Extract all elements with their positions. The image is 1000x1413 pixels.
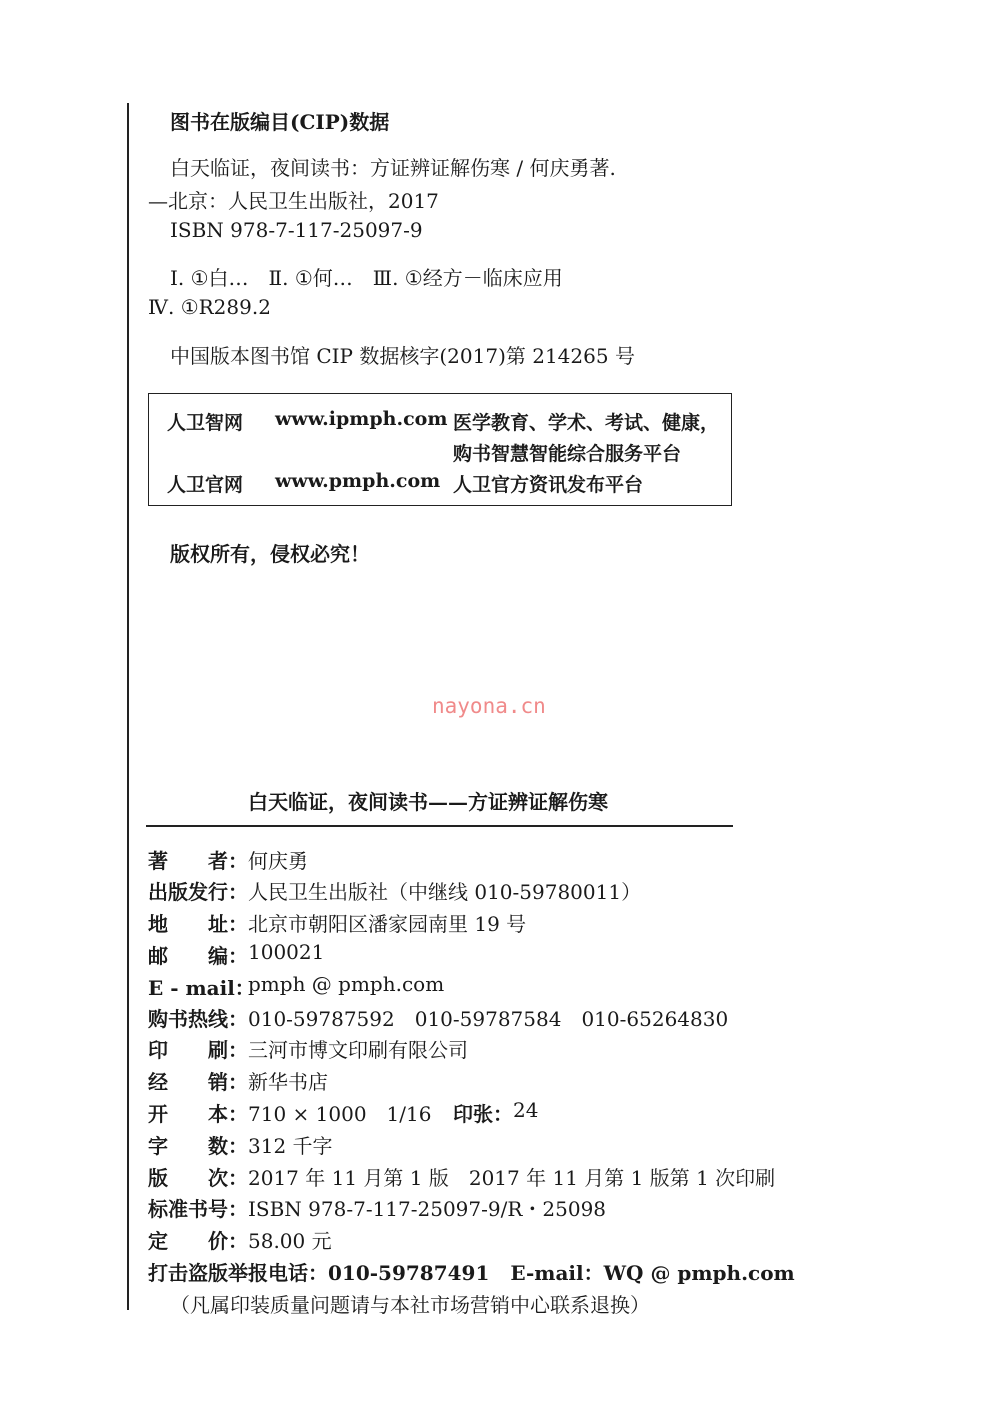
site-desc-ipmph-1: 医学教育、学术、考试、健康， bbox=[453, 412, 720, 434]
detail-value: 新华书店 bbox=[248, 1070, 328, 1094]
cip-line-4: Ⅰ. ①白… Ⅱ. ①何… Ⅲ. ①经方－临床应用 bbox=[170, 266, 563, 290]
margin-rule bbox=[127, 103, 129, 1310]
detail-label: 印 刷： bbox=[148, 1038, 248, 1062]
detail-value: 人民卫生出版社（中继线 010-59780011） bbox=[248, 880, 642, 904]
site-url-ipmph: www.ipmph.com bbox=[275, 408, 448, 430]
cip-line-1: 白天临证，夜间读书：方证辨证解伤寒 / 何庆勇著. bbox=[170, 156, 616, 180]
detail-label: 开 本： bbox=[148, 1102, 248, 1126]
detail-sheets-label: 印张： bbox=[453, 1102, 513, 1126]
detail-value: 710 × 1000 1/16 bbox=[248, 1102, 432, 1126]
detail-label: 定 价： bbox=[148, 1229, 248, 1253]
detail-value: 三河市博文印刷有限公司 bbox=[248, 1038, 468, 1062]
detail-sheets-value: 24 bbox=[513, 1098, 539, 1122]
detail-label: 标准书号： bbox=[148, 1197, 248, 1221]
detail-value: 北京市朝阳区潘家园南里 19 号 bbox=[248, 912, 527, 936]
book-title: 白天临证，夜间读书——方证辨证解伤寒 bbox=[248, 790, 608, 814]
detail-label: 著 者： bbox=[148, 849, 248, 873]
cip-title: 图书在版编目(CIP)数据 bbox=[170, 110, 390, 134]
detail-label: 版 次： bbox=[148, 1166, 248, 1190]
cip-line-2: —北京：人民卫生出版社，2017 bbox=[148, 189, 439, 213]
site-desc-pmph: 人卫官方资讯发布平台 bbox=[453, 474, 644, 496]
detail-value: ISBN 978-7-117-25097-9/R・25098 bbox=[248, 1197, 607, 1221]
detail-value: pmph @ pmph.com bbox=[248, 972, 445, 996]
site-url-pmph: www.pmph.com bbox=[275, 470, 441, 492]
site-desc-ipmph-2: 购书智慧智能综合服务平台 bbox=[453, 443, 682, 465]
detail-value: 100021 bbox=[248, 940, 325, 964]
detail-label: 经 销： bbox=[148, 1070, 248, 1094]
detail-value: 010-59787592 010-59787584 010-65264830 bbox=[248, 1007, 729, 1031]
detail-label: 字 数： bbox=[148, 1134, 248, 1158]
detail-value: 312 千字 bbox=[248, 1134, 333, 1158]
watermark: nayona.cn bbox=[432, 694, 546, 718]
piracy-hotline bbox=[148, 1257, 795, 1286]
copyright-notice: 版权所有，侵权必究！ bbox=[170, 542, 370, 566]
piracy-email-label: E-mail： bbox=[510, 1261, 604, 1285]
title-divider bbox=[146, 825, 733, 827]
detail-label: 出版发行： bbox=[148, 880, 248, 904]
detail-value: 何庆勇 bbox=[248, 849, 308, 873]
detail-label: 地 址： bbox=[148, 912, 248, 936]
piracy-phone: 010-59787491 bbox=[328, 1261, 490, 1285]
cip-line-3: ISBN 978-7-117-25097-9 bbox=[170, 218, 423, 242]
detail-value: 2017 年 11 月第 1 版 2017 年 11 月第 1 版第 1 次印刷 bbox=[248, 1166, 776, 1190]
piracy-label: 打击盗版举报电话： bbox=[148, 1261, 328, 1285]
site-name-ipmph: 人卫智网 bbox=[167, 412, 244, 434]
site-name-pmph: 人卫官网 bbox=[167, 474, 244, 496]
detail-label: 购书热线： bbox=[148, 1007, 248, 1031]
quality-note: （凡属印装质量问题请与本社市场营销中心联系退换） bbox=[170, 1293, 650, 1317]
detail-label: E - mail： bbox=[148, 976, 255, 1000]
detail-label: 邮 编： bbox=[148, 944, 248, 968]
detail-value: 58.00 元 bbox=[248, 1229, 332, 1253]
cip-line-5: Ⅳ. ①R289.2 bbox=[148, 295, 271, 319]
piracy-email: WQ @ pmph.com bbox=[603, 1261, 795, 1285]
cip-line-6: 中国版本图书馆 CIP 数据核字(2017)第 214265 号 bbox=[170, 344, 635, 368]
website-info-box bbox=[148, 393, 732, 506]
